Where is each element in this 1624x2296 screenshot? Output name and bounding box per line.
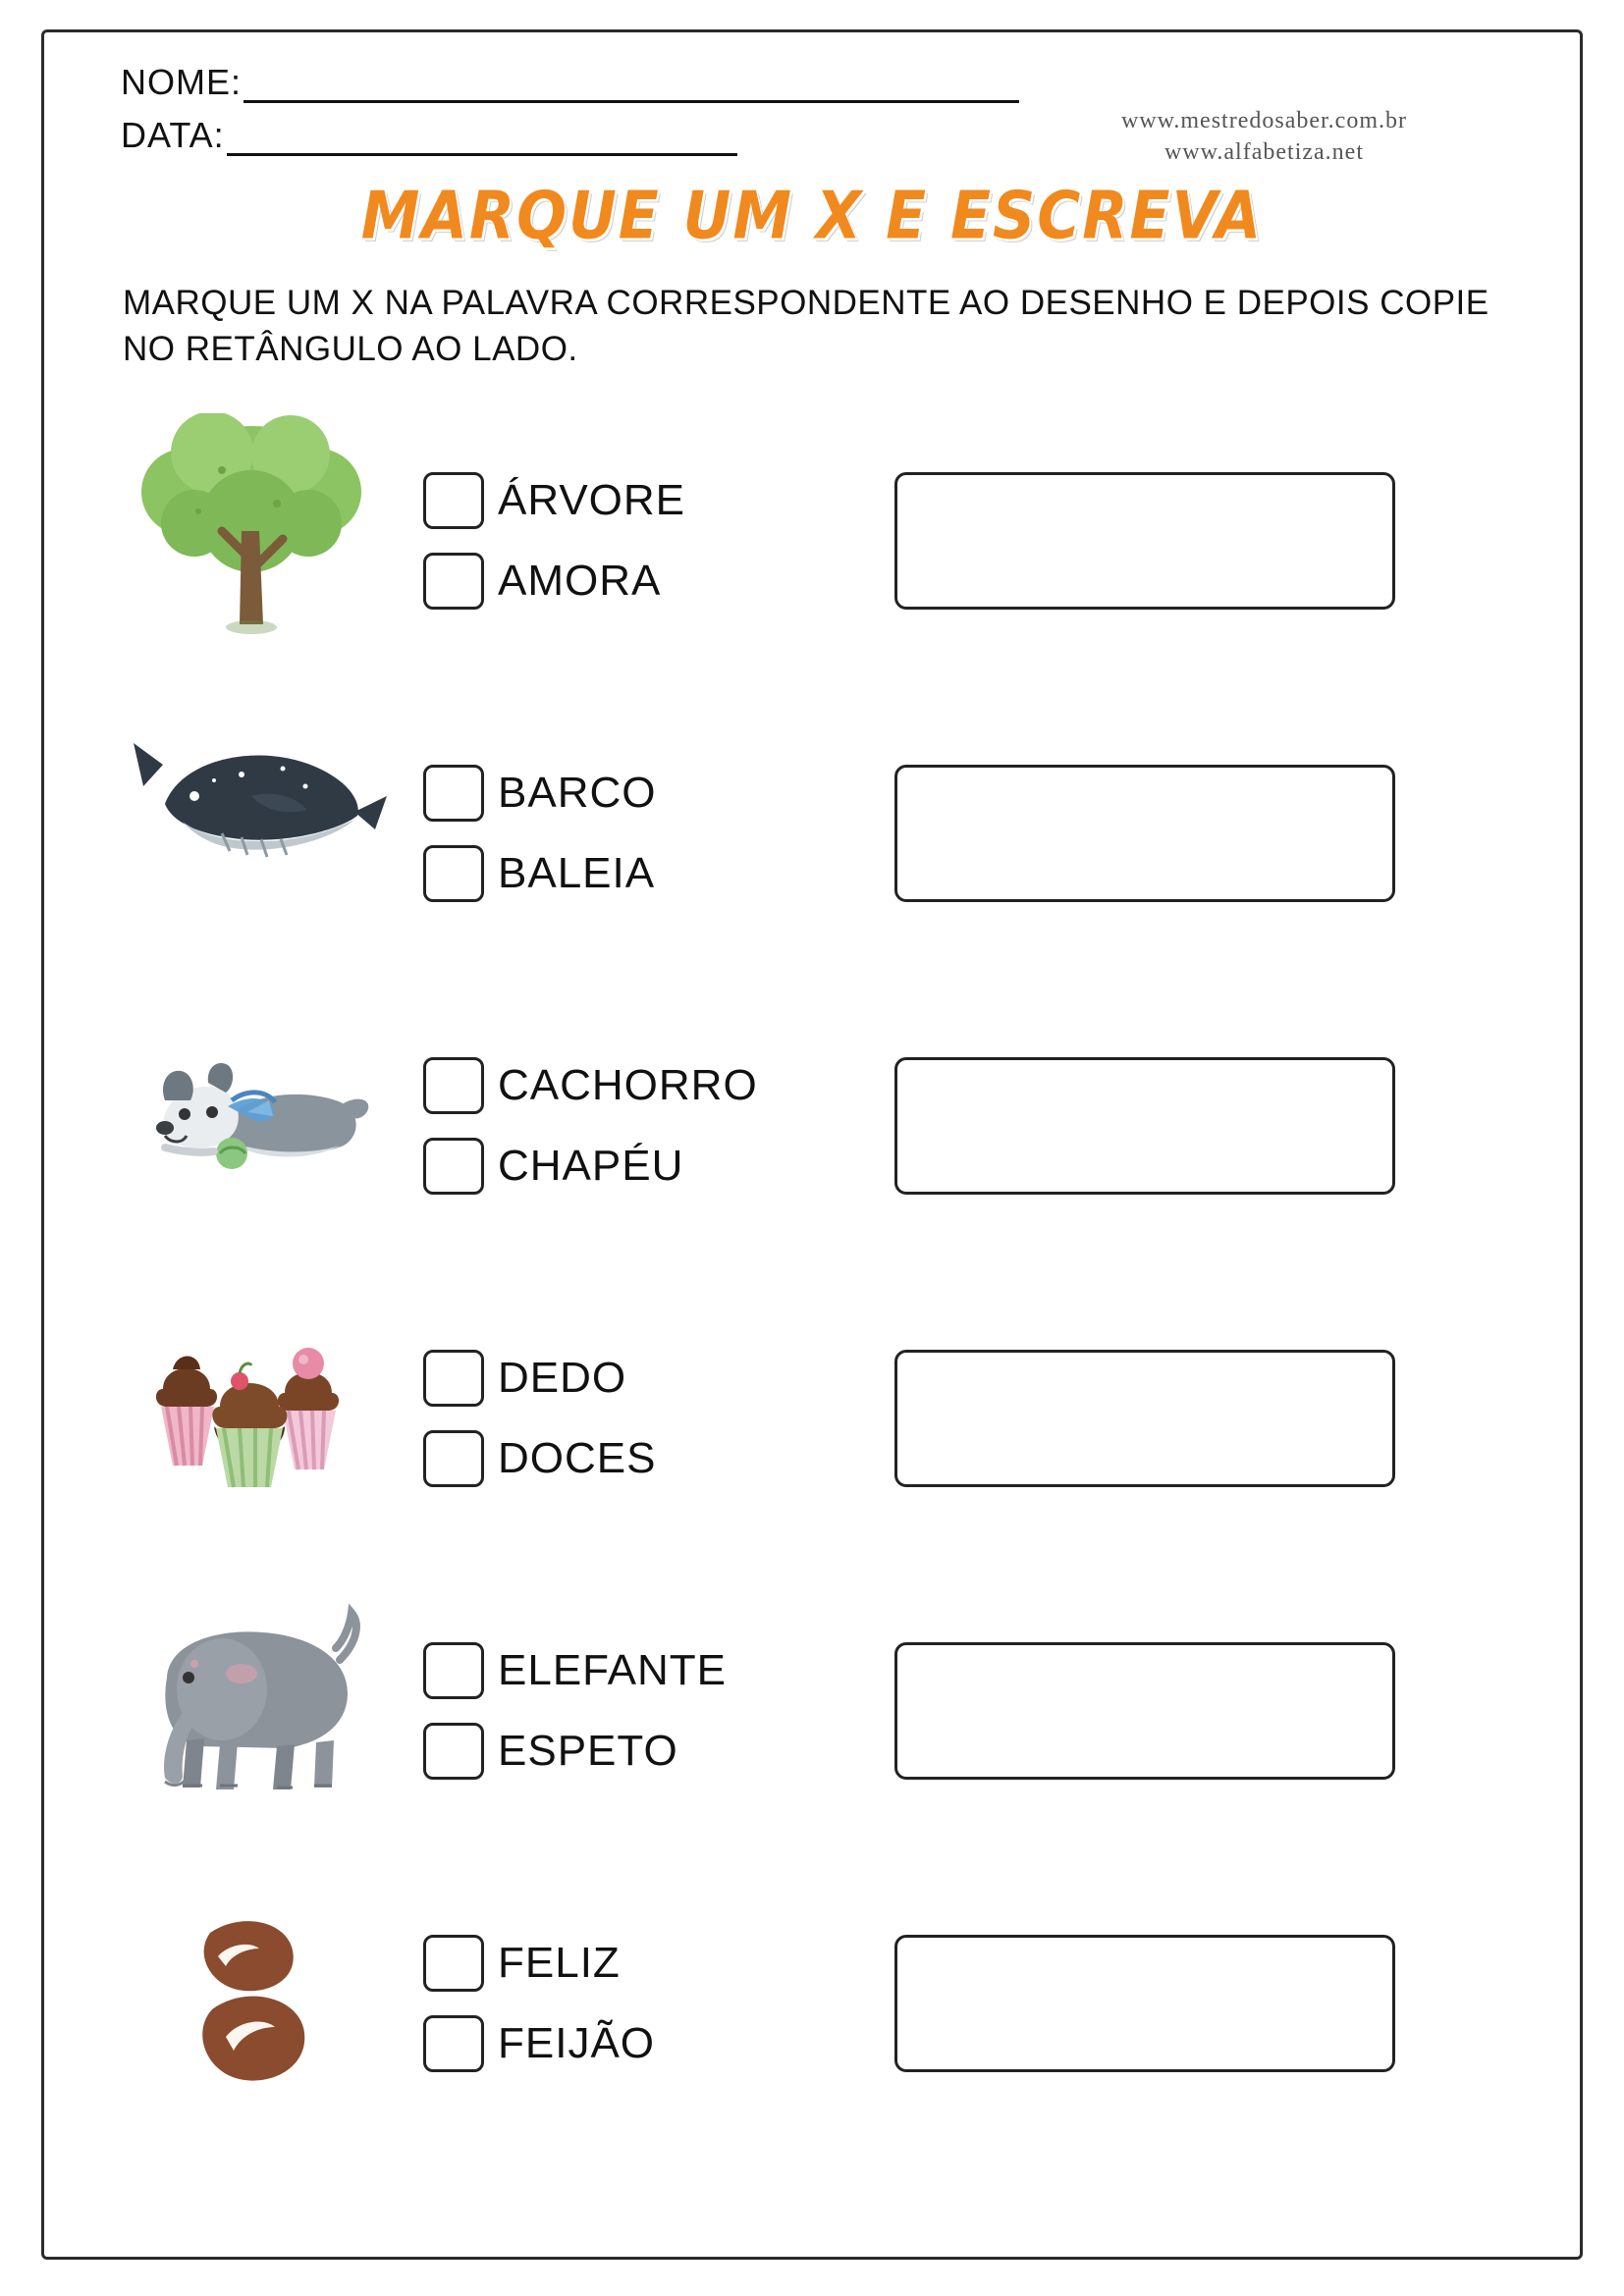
tree-illustration <box>89 413 413 668</box>
exercise-row <box>89 1565 1535 1857</box>
option-label: ELEFANTE <box>498 1645 727 1694</box>
worksheet-header <box>89 54 1535 172</box>
exercise-list <box>89 395 1535 2150</box>
name-field[interactable] <box>121 62 1019 103</box>
exercise-row <box>89 687 1535 980</box>
option-group <box>413 1630 885 1791</box>
option-group <box>413 753 885 914</box>
site-link-primary: www.mestredosaber.com.br <box>1120 108 1407 133</box>
option-item[interactable] <box>423 1126 885 1206</box>
answer-box[interactable] <box>894 472 1395 610</box>
option-label: AMORA <box>498 556 662 605</box>
option-item[interactable] <box>423 1045 885 1126</box>
site-link-secondary: www.alfabetiza.net <box>1164 139 1364 166</box>
option-label: BALEIA <box>498 848 656 897</box>
answer-box[interactable] <box>894 1642 1395 1780</box>
elephant-illustration <box>89 1583 413 1839</box>
cupcakes-illustration <box>89 1291 413 1546</box>
option-checkbox[interactable] <box>423 472 484 529</box>
site-links <box>1121 105 1407 169</box>
exercise-row <box>89 1857 1535 2150</box>
option-label: FEIJÃO <box>498 2018 656 2067</box>
option-group <box>413 1045 885 1206</box>
date-field[interactable] <box>121 115 737 156</box>
option-item[interactable] <box>423 753 885 833</box>
option-checkbox[interactable] <box>423 1642 484 1699</box>
worksheet-page <box>41 29 1583 2260</box>
date-label: DATA: <box>121 115 225 155</box>
option-item[interactable] <box>423 2003 885 2084</box>
option-item[interactable] <box>423 1711 885 1791</box>
option-item[interactable] <box>423 833 885 914</box>
option-group <box>413 1338 885 1499</box>
option-checkbox[interactable] <box>423 845 484 902</box>
answer-box[interactable] <box>894 1350 1395 1487</box>
dog-illustration <box>89 998 413 1254</box>
option-item[interactable] <box>423 1418 885 1499</box>
option-label: CACHORRO <box>498 1060 758 1109</box>
answer-box[interactable] <box>894 1057 1395 1195</box>
answer-box[interactable] <box>894 765 1395 902</box>
option-item[interactable] <box>423 1923 885 2003</box>
exercise-row <box>89 395 1535 687</box>
option-checkbox[interactable] <box>423 553 484 610</box>
beans-illustration <box>89 1876 413 2131</box>
page-title: MARQUE UM X E ESCREVA <box>360 178 1264 255</box>
date-writing-line[interactable] <box>227 124 737 156</box>
option-item[interactable] <box>423 1338 885 1418</box>
name-label: NOME: <box>121 62 243 102</box>
exercise-row <box>89 1272 1535 1565</box>
option-item[interactable] <box>423 541 885 621</box>
option-checkbox[interactable] <box>423 1723 484 1780</box>
option-label: ÁRVORE <box>498 475 686 524</box>
option-label: FELIZ <box>498 1938 621 1987</box>
option-checkbox[interactable] <box>423 765 484 822</box>
exercise-row <box>89 980 1535 1272</box>
option-label: BARCO <box>498 768 657 817</box>
option-checkbox[interactable] <box>423 1057 484 1114</box>
option-label: CHAPÉU <box>498 1141 684 1190</box>
answer-box[interactable] <box>894 1935 1395 2072</box>
option-item[interactable] <box>423 460 885 541</box>
whale-illustration <box>89 706 413 961</box>
option-checkbox[interactable] <box>423 1430 484 1487</box>
instructions-text: MARQUE UM X NA PALAVRA CORRESPONDENTE AO DESENHO E DEPOIS COPIE NO RETÂNGULO AO LADO. <box>123 284 1489 369</box>
option-checkbox[interactable] <box>423 1350 484 1407</box>
option-group <box>413 1923 885 2084</box>
option-label: ESPETO <box>498 1726 678 1775</box>
option-item[interactable] <box>423 1630 885 1711</box>
option-label: DEDO <box>498 1353 627 1402</box>
name-writing-line[interactable] <box>244 71 1019 103</box>
option-group <box>413 460 885 621</box>
option-label: DOCES <box>498 1433 657 1482</box>
option-checkbox[interactable] <box>423 1935 484 1992</box>
option-checkbox[interactable] <box>423 2015 484 2072</box>
option-checkbox[interactable] <box>423 1138 484 1195</box>
